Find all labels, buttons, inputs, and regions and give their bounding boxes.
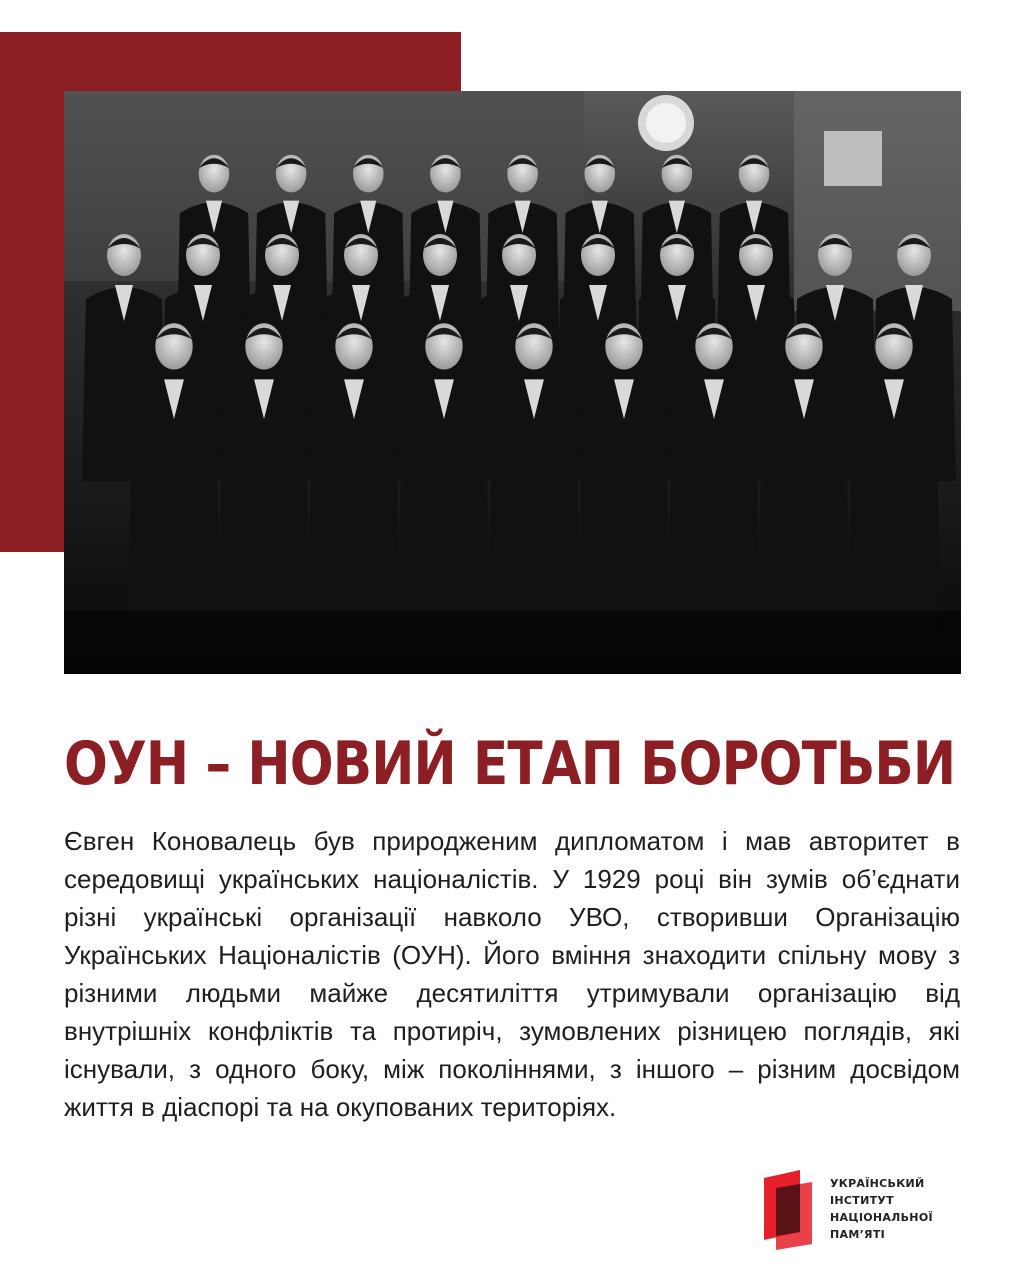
- wall-panel-right: [794, 91, 961, 311]
- page-title: ОУН – НОВИЙ ЕТАП БОРОТЬБИ: [64, 729, 956, 799]
- floor: [64, 611, 961, 674]
- uinp-logo-icon: [760, 1170, 820, 1250]
- body-paragraph: Євген Коновалець був природженим дипломатом і мав авторитет в середовищі українських націоналістів. У 1929 році він зумів об’єднати різні українські організації навколо УВО, створивши Організацію Українських Націоналістів (ОУН). Його вміння знаходити спільну мову з різними людьми майже десятиліття утримували організацію від внутрішніх конфліктів та протиріч, зумовлених різницею поглядів, які існували, з одного боку, між поколіннями, з іншого – різним досвідом життя в діаспорі та на окупованих територіях.: [64, 826, 960, 1122]
- institute-logo: [760, 1170, 960, 1250]
- group-photo-icon: [64, 91, 961, 674]
- logo-text: [830, 1175, 965, 1243]
- logo-line: ІНСТИТУТ: [830, 1194, 894, 1207]
- group-photo: [64, 91, 961, 674]
- logo-line: ПАМ’ЯТІ: [830, 1228, 886, 1241]
- logo-line: УКРАЇНСЬКИЙ: [830, 1177, 925, 1190]
- wall-frame: [824, 131, 882, 186]
- logo-line: НАЦІОНАЛЬНОЇ: [830, 1211, 933, 1224]
